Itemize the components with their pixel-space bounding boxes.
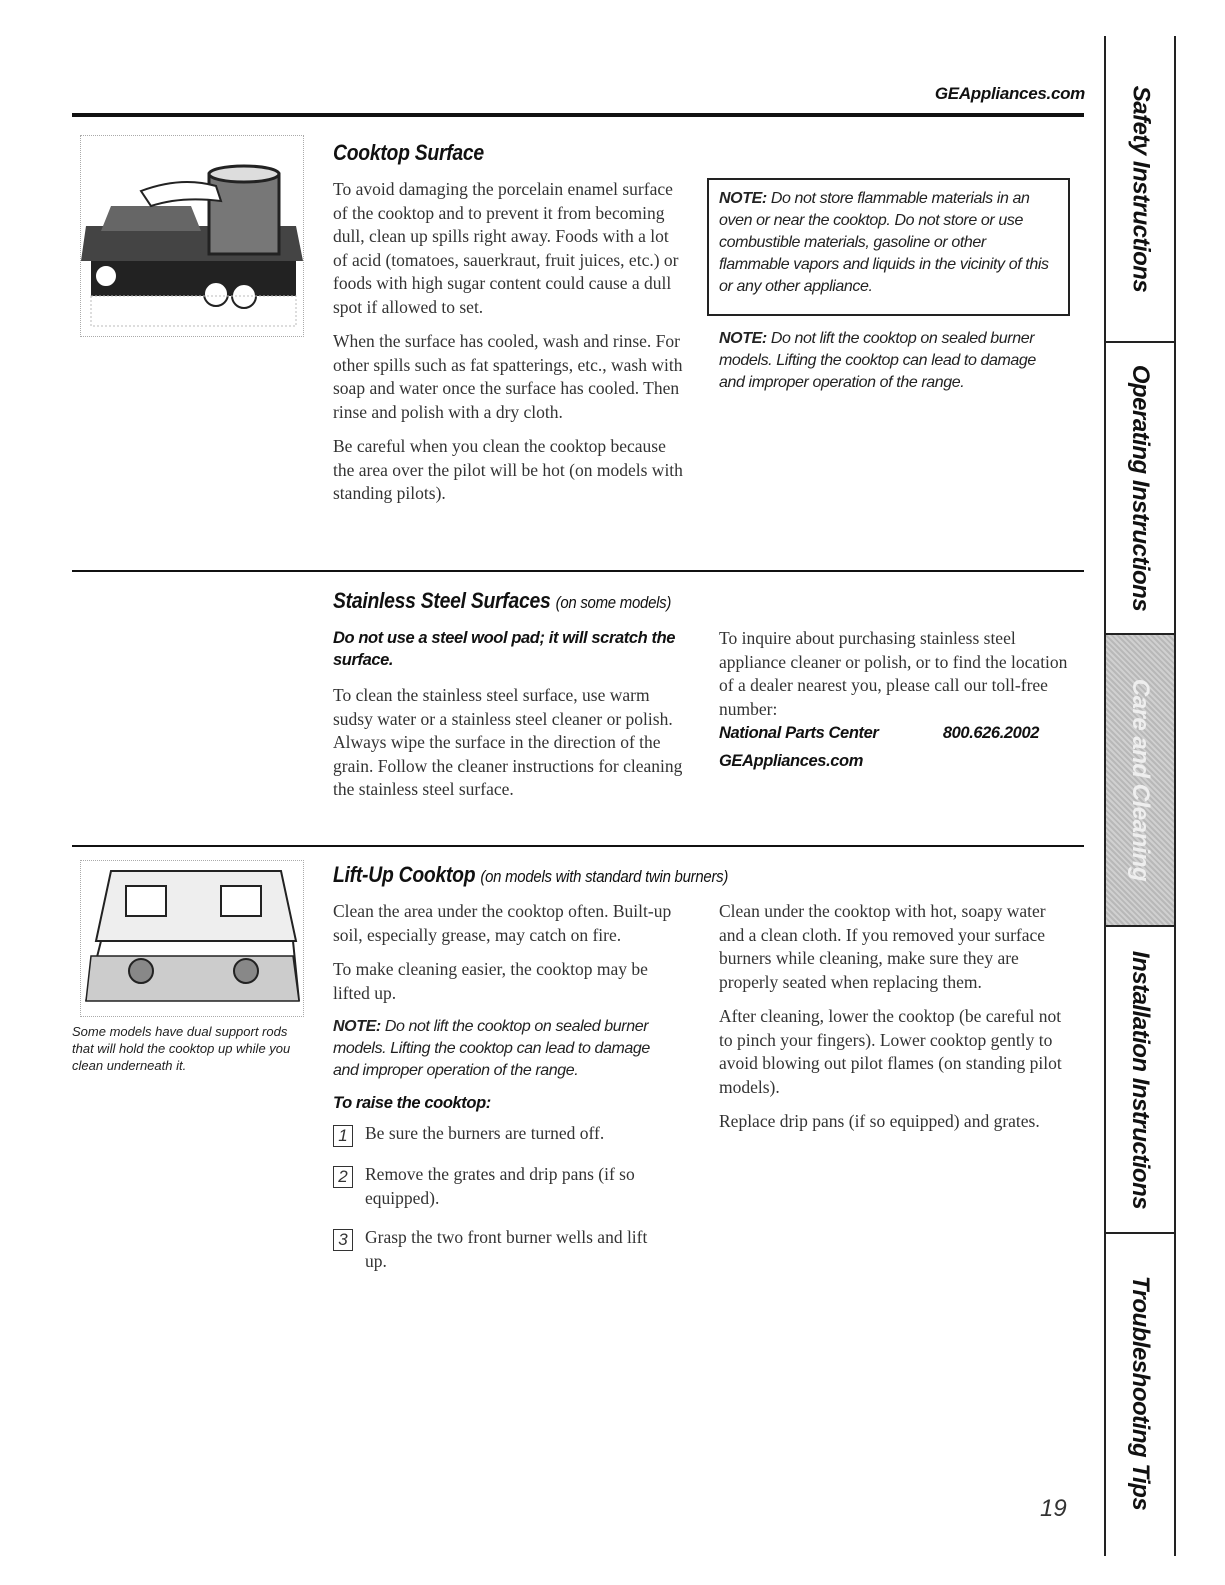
step-item (333, 1163, 683, 1210)
section-title-stainless (333, 588, 671, 614)
title-text: Stainless Steel Surfaces (333, 588, 551, 613)
step-text: Grasp the two front burner wells and lift up. (365, 1227, 648, 1271)
contact-phone: 800.626.2002 (942, 724, 1039, 742)
tab-installation-instructions[interactable] (1106, 927, 1174, 1232)
raise-cooktop-heading: To raise the cooktop: (333, 1094, 491, 1112)
site-url: GEAppliances.com (934, 84, 1085, 103)
paragraph: Clean under the cooktop with hot, soapy water and a clean cloth. If you removed your surface burners while cleaning, make sure they are properly seated when replacing them. (719, 901, 1046, 992)
section-title-cooktop-surface: Cooktop Surface (333, 140, 484, 165)
title-subtitle: (on some models) (555, 593, 672, 612)
lift-up-cooktop-illustration (80, 860, 304, 1017)
paragraph: Clean the area under the cooktop often. Built-up soil, especially grease, may catch on fire. (333, 901, 672, 945)
cooktop-cleaning-illustration (80, 135, 304, 337)
paragraph: To avoid damaging the porcelain enamel surface of the cooktop and to prevent it from becoming dull, clean up spills right away. Foods with a lot of acid (tomatoes, sauerkraut, fruit juices, etc.) or foods with high sugar content could cause a dull spot if allowed to set. (333, 179, 679, 317)
step-item (333, 1122, 683, 1147)
contact-name: National Parts Center (719, 724, 879, 742)
section-tabs (1104, 36, 1176, 1556)
steel-wool-warning: Do not use a steel wool pad; it will scratch the surface. (333, 629, 676, 669)
section-divider (72, 570, 1084, 572)
section-divider (72, 845, 1084, 847)
step-text: Remove the grates and drip pans (if so equipped). (365, 1164, 635, 1208)
title-subtitle: (on models with standard twin burners) (480, 867, 729, 886)
sealed-burner-note (719, 328, 1059, 394)
stainless-body: To clean the stainless steel surface, use warm sudsy water or a stainless steel cleaner or polish. Always wipe the surface in the direction of the grain. Follow the cleaner instructions for cleaning the stainless steel surface. (333, 685, 683, 799)
parts-center-contact (719, 722, 1039, 772)
note-label: NOTE: (719, 190, 767, 207)
cooktop-surface-body (333, 178, 683, 517)
contact-web: GEAppliances.com (719, 752, 863, 770)
tab-label: Operating Instructions (1127, 364, 1155, 612)
tab-troubleshooting-tips[interactable] (1106, 1234, 1174, 1552)
lift-up-right-column (719, 900, 1069, 1145)
paragraph: To make cleaning easier, the cooktop may be lifted up. (333, 959, 648, 1003)
step-item (333, 1226, 683, 1273)
flammable-note-box (707, 178, 1070, 316)
header-rule (72, 113, 1084, 117)
tab-label: Care and Cleaning (1127, 678, 1154, 882)
note-text: Do not store flammable materials in an oven or near the cooktop. Do not store or use combustible materials, gasoline or other flammable vapors and liquids in the vicinity of this or any other appliance. (719, 190, 1049, 295)
stainless-inquire: To inquire about purchasing stainless steel appliance cleaner or polish, or to find the location of a dealer nearest you, please call our toll-free number: (719, 628, 1068, 719)
step-number: 3 (333, 1229, 353, 1251)
paragraph: When the surface has cooled, wash and rinse. For other spills such as fat spatterings, etc., wash with soap and water once the surface has cooled. Then rinse and polish with a dry cloth. (333, 331, 683, 422)
lift-up-caption: Some models have dual support rods that will hold the cooktop up while you clean underneath it. (72, 1024, 291, 1073)
tab-care-and-cleaning[interactable] (1106, 635, 1174, 925)
tab-operating-instructions[interactable] (1106, 343, 1174, 633)
section-title-lift-up (333, 862, 728, 888)
lift-up-left-column (333, 900, 683, 1289)
step-number: 2 (333, 1166, 353, 1188)
step-number: 1 (333, 1125, 353, 1147)
note-label: NOTE: (333, 1018, 381, 1035)
paragraph: Be careful when you clean the cooktop because the area over the pilot will be hot (on models with standing pilots). (333, 436, 683, 503)
paragraph: Replace drip pans (if so equipped) and grates. (719, 1111, 1040, 1131)
page-number: 19 (1040, 1495, 1067, 1522)
title-text: Lift-Up Cooktop (333, 862, 476, 887)
paragraph: After cleaning, lower the cooktop (be careful not to pinch your fingers). Lower cooktop gently to avoid blowing out pilot flames (on standing pilot models). (719, 1006, 1062, 1097)
raise-steps (333, 1122, 683, 1273)
tab-label: Installation Instructions (1127, 950, 1155, 1209)
note-text: Do not lift the cooktop on sealed burner models. Lifting the cooktop can lead to damage and improper operation of the range. (719, 330, 1036, 391)
note-label: NOTE: (719, 330, 767, 347)
tab-safety-instructions[interactable] (1106, 36, 1174, 341)
note-text: Do not lift the cooktop on sealed burner models. Lifting the cooktop can lead to damage and improper operation of the range. (333, 1018, 650, 1079)
tab-label: Troubleshooting Tips (1127, 1275, 1155, 1511)
tab-label: Safety Instructions (1127, 85, 1155, 292)
lift-up-note (333, 1016, 663, 1082)
step-text: Be sure the burners are turned off. (365, 1123, 605, 1143)
